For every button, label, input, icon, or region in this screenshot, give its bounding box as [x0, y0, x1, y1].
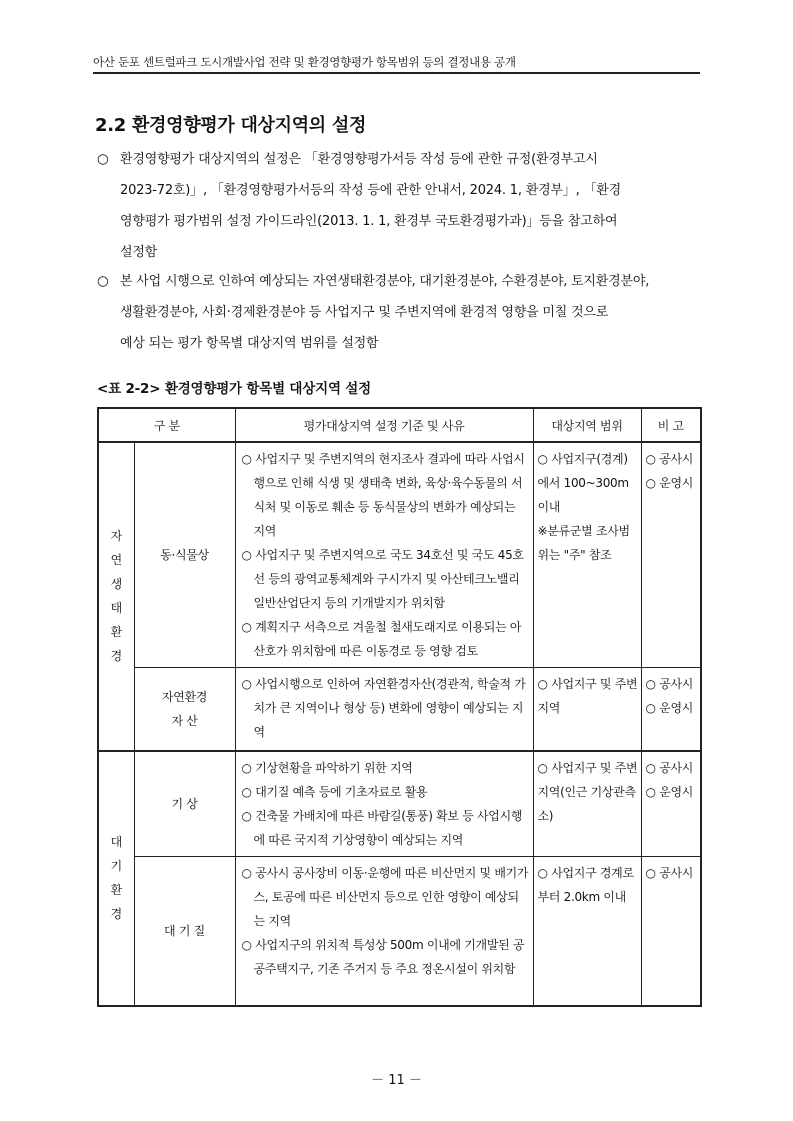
table-row	[98, 856, 701, 1006]
criteria-item: ○ 건축물 가배치에 따른 바람길(통풍) 확보 등 사업시행에 따른 국지적 기상영향이 예상되는 지역	[241, 808, 523, 847]
header-rule	[93, 72, 700, 74]
range-item: ○ 사업지구 및 주변지역	[537, 677, 638, 715]
item-air-quality: 대 기 질	[134, 856, 235, 1006]
range-item: ○ 사업지구(경계)에서 100~300m 이내	[537, 452, 629, 514]
paragraph-2-bullet: ○	[97, 273, 109, 289]
section-title: 2.2 환경영향평가 대상지역의 설정	[95, 115, 367, 136]
paragraph-line: 환경영향평가 대상지역의 설정은 「환경영향평가서등 작성 등에 관한 규정(환경부고시	[120, 152, 598, 167]
range-item: ○ 사업지구 경계로부터 2.0km 이내	[537, 865, 634, 904]
paragraph-2	[120, 266, 698, 359]
document-header: 아산 둔포 센트럴파크 도시개발사업 전략 및 환경영향평가 항목범위 등의 결정내용 공개	[93, 55, 516, 69]
item-flora-fauna: 동·식물상	[134, 442, 235, 668]
header-category: 구 분	[98, 408, 235, 442]
item-natural-asset: 자연환경 자 산	[134, 668, 235, 751]
criteria-item: ○ 사업지구의 위치적 특성상 500m 이내에 기개발된 공공주택지구, 기존 주거지 등 주요 정온시설이 위치함	[241, 937, 525, 976]
table-title: <표 2-2> 환경영향평가 항목별 대상지역 설정	[97, 381, 371, 397]
vertical-category-text: 자 연 생 태 환 경	[110, 529, 122, 664]
group-category-air	[98, 751, 134, 1007]
page-number: － 11 －	[371, 1073, 422, 1088]
vertical-category-text: 대 기 환 경	[110, 835, 122, 922]
header-criteria: 평가대상지역 설정 기준 및 사유	[235, 408, 533, 442]
criteria-item: ○ 사업지구 및 주변지역으로 국도 34호선 및 국도 45호선 등의 광역교통체계와 구시가지 및 아산테크노밸리일반산업단지 등의 기개발지가 위치함	[241, 548, 524, 610]
range-cell	[533, 442, 641, 668]
table-row	[98, 668, 701, 751]
paragraph-line: 2023-72호)」, 「환경영향평가서등의 작성 등에 관한 안내서, 2024. 1, 환경부」, 「환경	[120, 183, 621, 198]
note-item: ○ 공사시	[645, 452, 694, 466]
header-range: 대상지역 범위	[533, 408, 641, 442]
criteria-item: ○ 기상현황을 파악하기 위한 지역	[241, 760, 413, 775]
range-item: ※분류군별 조사범위는 "주" 참조	[537, 524, 630, 562]
criteria-item: ○ 사업지구 및 주변지역의 현지조사 결과에 따라 사업시행으로 인해 식생 및 생태축 변화, 육상·육수동물의 서식처 및 이동로 훼손 등 동식물상의 변화가 예상되는 지역	[241, 452, 525, 538]
note-cell	[641, 668, 701, 751]
note-item: ○ 공사시	[645, 865, 694, 880]
range-cell	[533, 751, 641, 857]
criteria-cell	[235, 442, 533, 668]
criteria-item: ○ 공사시 공사장비 이동·운행에 따른 비산먼지 및 배기가스, 토공에 따른 비산먼지 등으로 인한 영향이 예상되는 지역	[241, 865, 529, 928]
note-item: ○ 운영시	[645, 701, 694, 715]
paragraph-1-bullet: ○	[97, 151, 109, 167]
header-note: 비 고	[641, 408, 701, 442]
paragraph-line: 예상 되는 평가 항목별 대상지역 범위를 설정함	[120, 336, 379, 351]
paragraph-line: 생활환경분야, 사회·경제환경분야 등 사업지구 및 주변지역에 환경적 영향을 미칠 것으로	[120, 305, 609, 320]
note-item: ○ 공사시	[645, 760, 694, 775]
note-item: ○ 운영시	[645, 784, 694, 799]
note-cell	[641, 751, 701, 857]
paragraph-1	[120, 144, 698, 268]
range-cell	[533, 856, 641, 1006]
evaluation-area-table	[97, 407, 702, 1007]
criteria-cell	[235, 668, 533, 751]
paragraph-line: 영향평가 평가범위 설정 가이드라인(2013. 1. 1, 환경부 국토환경평가과)」등을 참고하여	[120, 214, 618, 229]
table-header-row	[98, 408, 701, 442]
criteria-item: ○ 사업시행으로 인하여 자연환경자산(경관적, 학술적 가치가 큰 지역이나 형상 등) 변화에 영향이 예상되는 지역	[241, 677, 526, 739]
criteria-item: ○ 대기질 예측 등에 기초자료로 활용	[241, 784, 428, 799]
note-cell	[641, 856, 701, 1006]
criteria-item: ○ 계획지구 서측으로 겨울철 철새도래지로 이용되는 아산호가 위치함에 따른 이동경로 등 영향 검토	[241, 620, 522, 658]
criteria-cell	[235, 856, 533, 1006]
note-item: ○ 운영시	[645, 476, 694, 490]
paragraph-line: 설정함	[120, 245, 158, 260]
note-item: ○ 공사시	[645, 677, 694, 691]
item-weather: 기 상	[134, 751, 235, 857]
group-category-natural	[98, 442, 134, 751]
note-cell	[641, 442, 701, 668]
range-cell	[533, 668, 641, 751]
criteria-cell	[235, 751, 533, 857]
table-row	[98, 751, 701, 857]
range-item: ○ 사업지구 및 주변지역(인근 기상관측소)	[537, 760, 638, 823]
paragraph-line: 본 사업 시행으로 인하여 예상되는 자연생태환경분야, 대기환경분야, 수환경분야, 토지환경분야,	[120, 274, 650, 289]
table-row	[98, 442, 701, 668]
